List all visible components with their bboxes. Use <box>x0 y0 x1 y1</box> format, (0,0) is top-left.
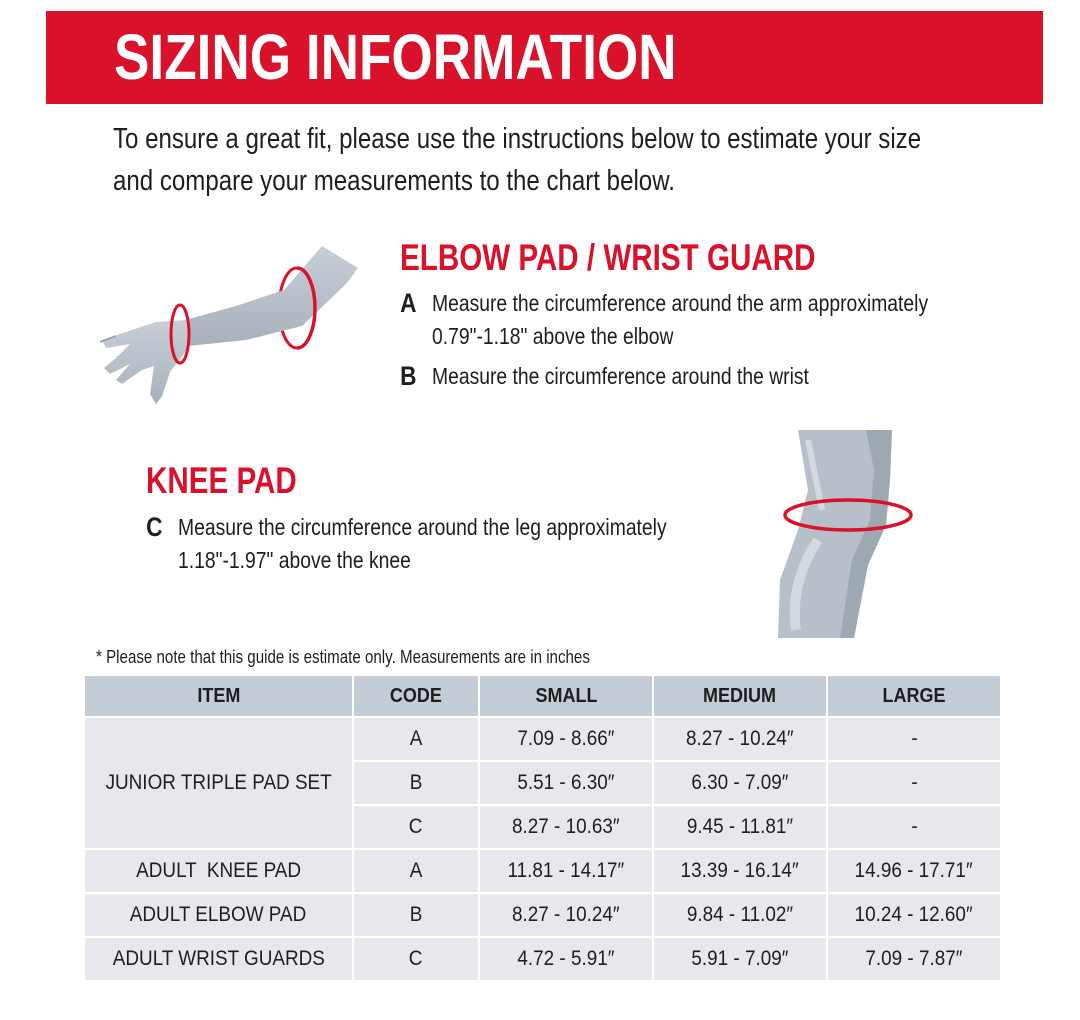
column-header-large: LARGE <box>827 676 1000 717</box>
table-row <box>85 937 1000 980</box>
column-header-medium: MEDIUM <box>653 676 827 717</box>
small-cell: 8.27 - 10.63″ <box>479 805 653 849</box>
code-cell: A <box>353 717 479 761</box>
large-cell: - <box>827 761 1000 805</box>
code-cell: B <box>353 893 479 937</box>
instruction-c-line-2: 1.18"-1.97" above the knee <box>178 547 411 573</box>
sizing-table <box>85 676 1000 980</box>
instruction-a-line-2: 0.79"-1.18" above the elbow <box>432 323 674 349</box>
large-cell: - <box>827 805 1000 849</box>
elbow-section-title: ELBOW PAD / WRIST GUARD <box>400 237 816 278</box>
page-title: SIZING INFORMATION <box>114 21 677 93</box>
table-row <box>85 849 1000 893</box>
instruction-a-line-1: Measure the circumference around the arm approximately <box>432 290 929 316</box>
small-cell: 5.51 - 6.30″ <box>479 761 653 805</box>
measurement-note: * Please note that this guide is estimate only. Measurements are in inches <box>96 647 590 667</box>
intro-line-1: To ensure a great fit, please use the instructions below to estimate your size <box>113 123 922 155</box>
instruction-letter: A <box>400 288 417 318</box>
intro-text <box>113 118 993 202</box>
instruction-b-line-1: Measure the circumference around the wrist <box>432 363 809 389</box>
table-row <box>85 717 1000 761</box>
large-cell: 7.09 - 7.87″ <box>827 937 1000 980</box>
code-cell: C <box>353 937 479 980</box>
medium-cell: 9.45 - 11.81″ <box>653 805 827 849</box>
arm-illustration-icon <box>96 244 366 414</box>
medium-cell: 6.30 - 7.09″ <box>653 761 827 805</box>
instruction-c <box>146 511 667 577</box>
item-cell: ADULT ELBOW PAD <box>85 893 353 937</box>
medium-cell: 9.84 - 11.02″ <box>653 893 827 937</box>
header-banner <box>46 11 1043 104</box>
instruction-letter: B <box>400 361 417 391</box>
instruction-b <box>400 360 809 393</box>
item-cell: ADULT KNEE PAD <box>85 849 353 893</box>
knee-illustration-icon <box>778 430 918 640</box>
code-cell: B <box>353 761 479 805</box>
column-header-code: CODE <box>353 676 479 717</box>
instruction-a <box>400 287 929 353</box>
large-cell: 10.24 - 12.60″ <box>827 893 1000 937</box>
table-row <box>85 893 1000 937</box>
item-cell: ADULT WRIST GUARDS <box>85 937 353 980</box>
small-cell: 11.81 - 14.17″ <box>479 849 653 893</box>
medium-cell: 5.91 - 7.09″ <box>653 937 827 980</box>
column-header-small: SMALL <box>479 676 653 717</box>
small-cell: 7.09 - 8.66″ <box>479 717 653 761</box>
knee-section-title: KNEE PAD <box>146 460 297 501</box>
column-header-item: ITEM <box>85 676 353 717</box>
large-cell: 14.96 - 17.71″ <box>827 849 1000 893</box>
code-cell: C <box>353 805 479 849</box>
small-cell: 8.27 - 10.24″ <box>479 893 653 937</box>
code-cell: A <box>353 849 479 893</box>
instruction-c-line-1: Measure the circumference around the leg approximately <box>178 514 667 540</box>
item-cell: JUNIOR TRIPLE PAD SET <box>85 717 353 849</box>
medium-cell: 8.27 - 10.24″ <box>653 717 827 761</box>
small-cell: 4.72 - 5.91″ <box>479 937 653 980</box>
large-cell: - <box>827 717 1000 761</box>
medium-cell: 13.39 - 16.14″ <box>653 849 827 893</box>
table-header-row <box>85 676 1000 717</box>
instruction-letter: C <box>146 512 163 542</box>
intro-line-2: and compare your measurements to the chart below. <box>113 165 675 197</box>
